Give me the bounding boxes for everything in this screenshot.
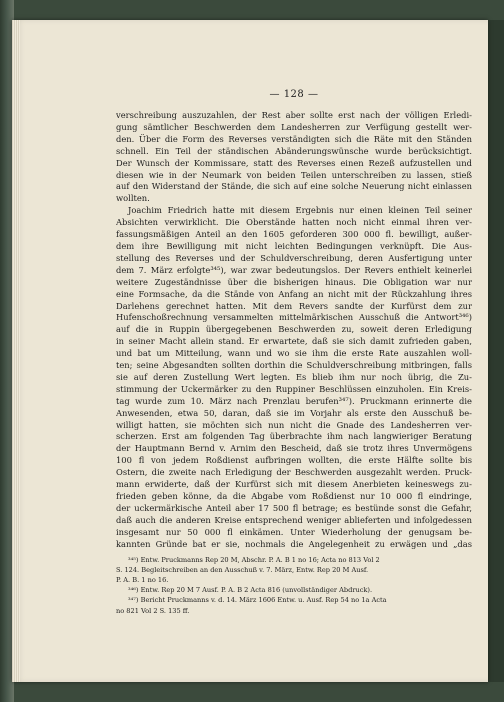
paragraph: [116, 205, 472, 550]
text-line: Absichten verwirklicht. Die Oberstände hatten noch nicht einmal ihren ver-: [116, 217, 472, 228]
text-line: verschreibung auszuzahlen, der Rest aber sollte erst nach der völligen Erledi-: [116, 110, 472, 120]
text-line: Der Wunsch der Kommissare, statt des Reverses einen Rezeß aufzustellen und: [116, 157, 472, 168]
text-line: und bat um Mitteilung, wann und wo sie ihm die erste Rate auszahlen woll-: [116, 348, 472, 359]
text-line: kannten Gründe bat er sie, nochmals die Angelegenheit zu erwägen und „das: [116, 538, 472, 549]
text-line: Anwesenden, etwa 50, daran, daß sie im Vorjahr als erste den Ausschuß be-: [116, 407, 472, 418]
footnote-line: S. 124. Begleitschreiben an den Ausschuß v. 7. März, Entw. Rep 20 M Ausf.: [116, 565, 369, 574]
text-line: ten; seine Abgesandten sollten dorthin die Schuldverschreibung mitbringen, falls: [116, 360, 472, 371]
text-line: frieden geben könne, da die Abgabe vom Roßdienst nur 10 000 fl eindringe,: [116, 491, 472, 501]
text-line: der uckermärkische Anteil aber 17 500 fl betrage; es bestünde sonst die Gefahr,: [116, 502, 472, 513]
text-line: dem ihre Bewilligung mit nicht leichten Bedingungen verknüpft. Die Aus-: [116, 240, 472, 251]
text-line: sie auf deren Zustellung Wert legten. Es blieb ihm nur noch übrig, die Zu-: [116, 371, 472, 382]
page-edge-stack: [12, 20, 20, 682]
text-line: Hufenschoßrechnung versammelten mittelmärkischen Ausschuß die Antwort³⁴⁶): [116, 312, 472, 323]
text-line: mann erwiderte, daß der Kurfürst sich mit diesem Anerbieten keineswegs zu-: [116, 479, 472, 490]
page-content: [116, 89, 472, 616]
text-line: der Hauptmann Bernd v. Arnim den Bescheid, daß sie trotz ihres Unvermögens: [116, 443, 472, 454]
text-line: in seiner Macht allein stand. Er erwartete, daß sie sich damit zufrieden gaben,: [116, 336, 472, 347]
text-line: stellung des Reverses und der Schuldverschreibung, deren Ausfertigung unter: [116, 252, 472, 263]
text-line: stimmung der Uckermärker zu den Ruppiner Beschlüssen einzuholen. Ein Kreis-: [116, 383, 472, 394]
scan-background-band: [488, 20, 504, 682]
text-line: dem 7. März erfolgte³⁴⁵), war zwar bedeutungslos. Der Revers enthielt keinerlei: [116, 264, 472, 275]
text-line: gung sämtlicher Beschwerden dem Landesherren zur Verfügung gestellt wer-: [116, 121, 472, 132]
text-line: insgesamt nur 50 000 fl einkämen. Unter Wiederholung der genugsam be-: [116, 526, 472, 537]
text-line: auf die in Ruppin übergegebenen Beschwerden zu, soweit deren Erledigung: [116, 324, 472, 335]
body-text: [116, 110, 472, 551]
text-line: scherzen. Erst am folgenden Tag überbrachte ihm nach langwieriger Beratung: [116, 431, 472, 442]
page-number: — 128 —: [269, 89, 319, 100]
footnote-line: P. A. B. 1 no 16.: [116, 575, 169, 584]
text-line: wollten.: [116, 193, 150, 204]
text-line: willigt hatten, sie möchten sich nun nicht die Gnade des Landesherren ver-: [116, 419, 472, 430]
text-line: schnell. Ein Teil der ständischen Abänderungswünsche wurde berücksichtigt.: [116, 145, 472, 156]
text-line: Ostern, die zweite nach Erledigung der Beschwerden ausgezahlt werden. Pruck-: [116, 467, 472, 478]
text-line: Darlehens gerechnet hatten. Mit dem Revers sandte der Kurfürst dem zur: [116, 300, 472, 311]
text-line: den. Über die Form des Reverses verständigten sich die Räte mit den Ständen: [116, 133, 472, 144]
text-line: 100 fl von jedem Roßdienst aufbringen wollten, die erste Hälfte sollte bis: [116, 455, 472, 466]
text-line: fassungsmäßigen Anteil an den 1605 geforderen 300 000 fl. bewilligt, außer-: [116, 229, 472, 240]
text-line: daß auch die anderen Kreise entsprechend weniger ablieferten und infolgedessen: [116, 514, 472, 525]
text-line: eine Formsache, da die Stände von Anfang an nicht mit der Rückzahlung ihres: [116, 288, 472, 299]
footnote-line: ³⁴⁶) Entw. Rep 20 M 7 Ausf. P. A. B 2 Acta 816 (unvollständiger Abdruck).: [128, 586, 373, 595]
footnote: [116, 555, 472, 586]
text-line: tag wurde zum 10. März nach Prenzlau berufen³⁴⁷). Pruckmann erinnerte die: [116, 395, 472, 406]
text-line: auf den Widerstand der Stände, die sich auf eine solche Neuerung nicht einlassen: [116, 181, 472, 192]
paragraph: [116, 110, 472, 205]
footnote: [116, 585, 472, 595]
footnote-line: ³⁴⁵) Entw. Pruckmanns Rep 20 M, Abschr. P. A. B 1 no 16; Acta no 813 Vol 2: [128, 555, 380, 564]
text-line: Joachim Friedrich hatte mit diesem Ergebnis nur einen kleinen Teil seiner: [128, 205, 472, 216]
text-line: diesen wie in der Neumark von beiden Teilen unterschreiben zu lassen, stieß: [116, 169, 472, 180]
footnote-line: ³⁴⁷) Bericht Pruckmanns v. d. 14. März 1606 Entw. u. Ausf. Rep 54 no 1a Acta: [128, 596, 387, 605]
footnote: [116, 595, 472, 615]
text-line: weitere Zugeständnisse über die bisherigen hinaus. Die Obligation war nur: [116, 276, 472, 287]
footnotes: [116, 555, 472, 616]
footnote-line: no 821 Vol 2 S. 135 ff.: [116, 606, 190, 615]
book-page: [12, 20, 488, 682]
